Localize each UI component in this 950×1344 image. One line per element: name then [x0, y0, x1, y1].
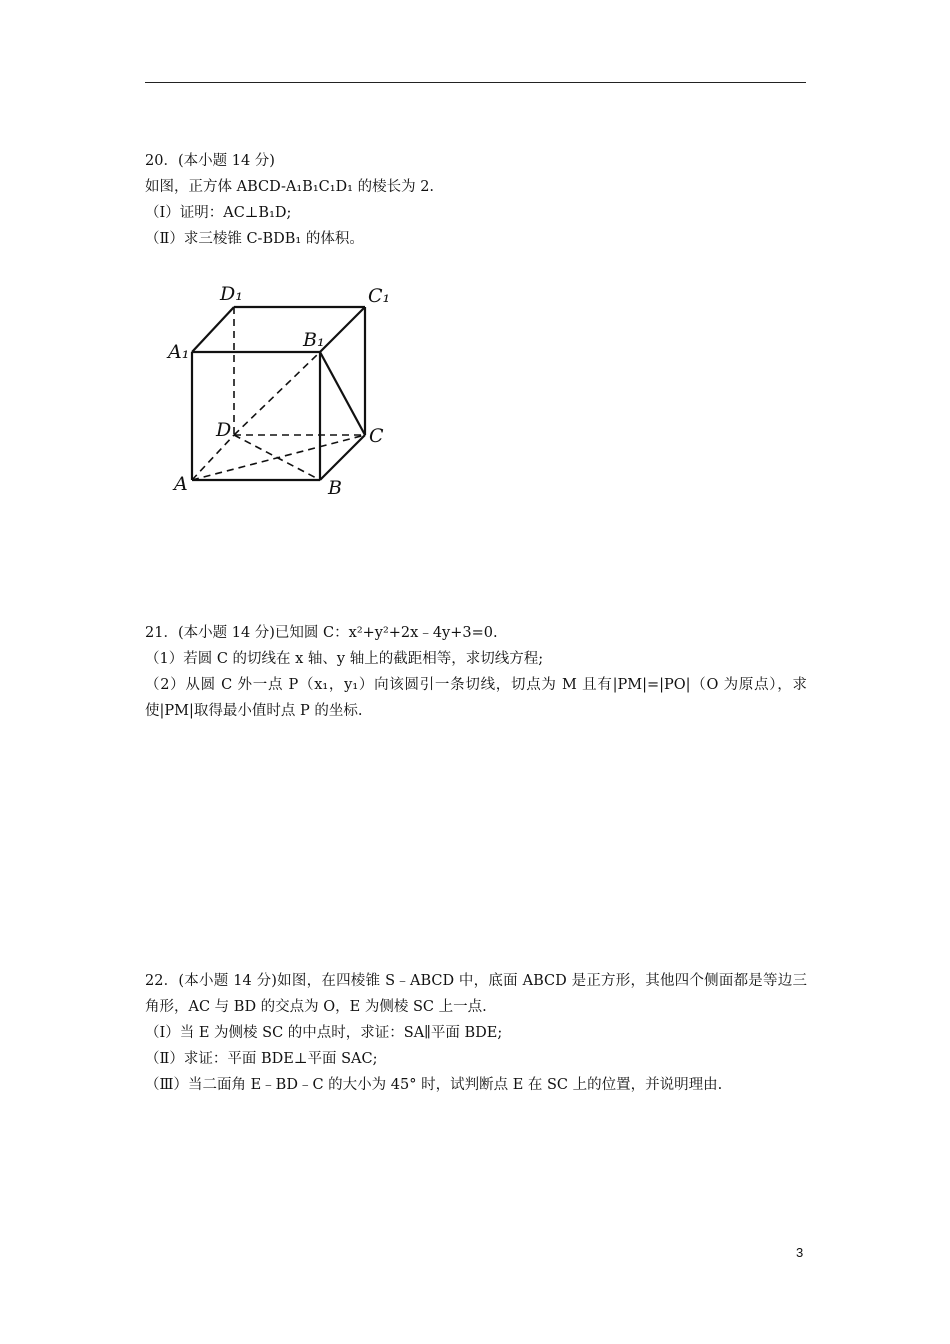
label-b1: B₁: [303, 329, 325, 351]
cube-figure: [160, 280, 420, 505]
question-21: [145, 620, 807, 724]
q21-line-2: （1）若圆 C 的切线在 x 轴、y 轴上的截距相等，求切线方程;: [145, 651, 544, 667]
q21-line-1: 21．(本小题 14 分)已知圆 C：x²+y²+2x﹣4y+3=0.: [145, 625, 498, 641]
edge-bc: [320, 435, 365, 480]
q21-line-3: （2）从圆 C 外一点 P（x₁，y₁）向该圆引一条切线，切点为 M 且有|PM|=|PO|（O 为原点），求使|PM|取得最小值时点 P 的坐标.: [145, 677, 807, 719]
q20-part-1: （Ⅰ）证明：AC⊥B₁D;: [145, 205, 292, 221]
label-a1: A₁: [168, 341, 190, 363]
label-d1: D₁: [220, 283, 243, 305]
q22-line-3: （Ⅱ）求证：平面 BDE⊥平面 SAC;: [145, 1051, 378, 1067]
q22-line-2: （Ⅰ）当 E 为侧棱 SC 的中点时，求证：SA∥平面 BDE;: [145, 1025, 503, 1041]
segment-b1c: [320, 352, 365, 435]
label-a: A: [174, 473, 188, 495]
label-c1: C₁: [368, 285, 391, 307]
label-b: B: [328, 477, 342, 499]
cube-diagram: [160, 280, 420, 505]
diagonal-db1-hidden: [234, 352, 320, 435]
label-c: C: [369, 425, 384, 447]
question-22: [145, 968, 807, 1098]
header-rule: [145, 82, 806, 83]
q20-title: 20．(本小题 14 分): [145, 153, 275, 169]
q20-intro: 如图，正方体 ABCD-A₁B₁C₁D₁ 的棱长为 2.: [145, 179, 435, 195]
diagonal-db-hidden: [234, 435, 320, 480]
question-20: [145, 148, 807, 252]
q22-line-4: （Ⅲ）当二面角 E﹣BD﹣C 的大小为 45° 时，试判断点 E 在 SC 上的位置，并说明理由.: [145, 1077, 723, 1093]
edge-ad-hidden: [192, 435, 234, 480]
q22-line-1: 22．(本小题 14 分)如图，在四棱锥 S﹣ABCD 中，底面 ABCD 是正方形，其他四个侧面都是等边三角形，AC 与 BD 的交点为 O，E 为侧棱 SC 上一点.: [145, 973, 807, 1015]
q20-part-2: （Ⅱ）求三棱锥 C-BDB₁ 的体积。: [145, 231, 364, 247]
edge-b1c1: [320, 307, 365, 352]
edge-a1d1: [192, 307, 234, 352]
page-number: 3: [796, 1245, 804, 1260]
label-d: D: [216, 419, 232, 441]
